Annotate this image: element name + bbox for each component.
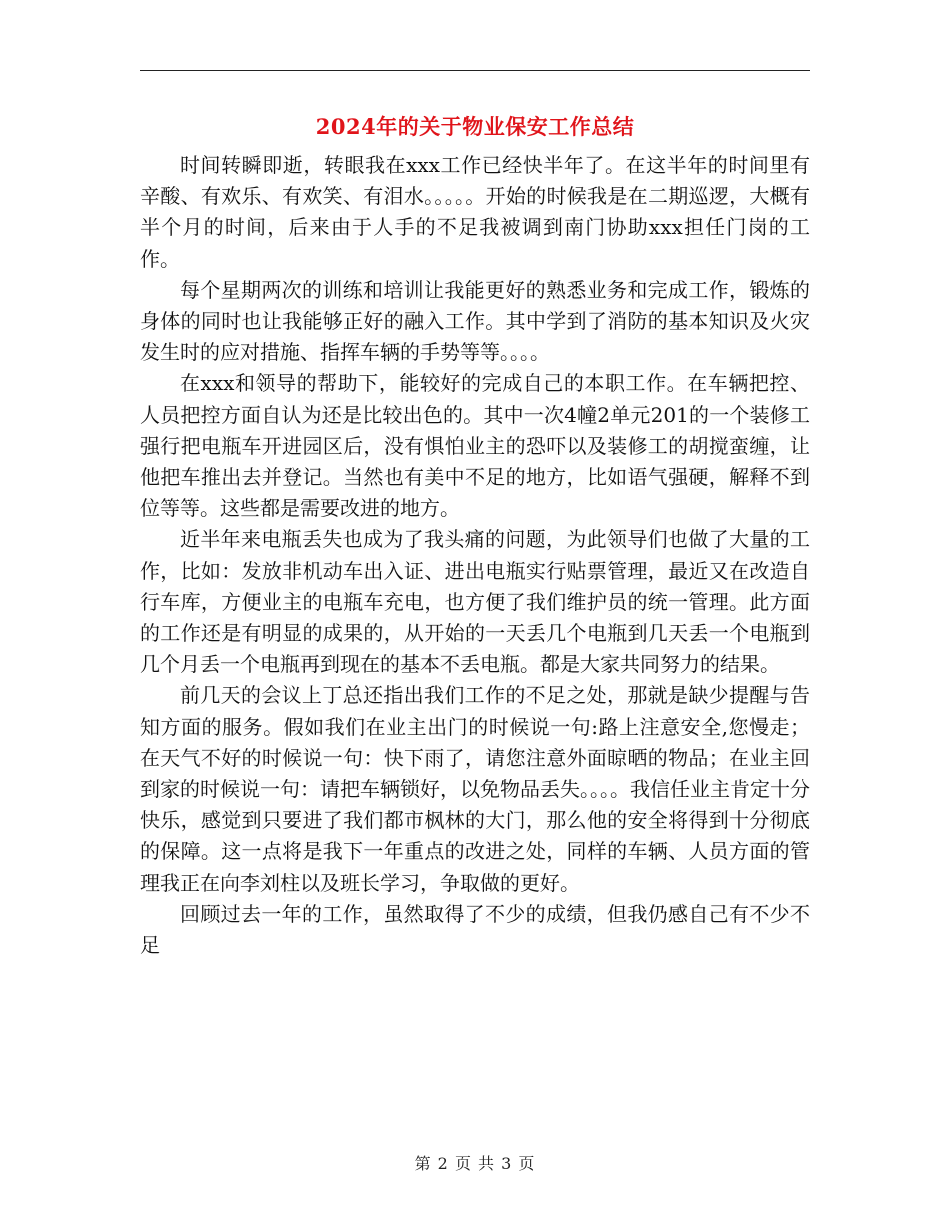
document-body: [140, 150, 810, 961]
document-title: 2024年的关于物业保安工作总结: [315, 114, 635, 139]
page-number-footer: 第 2 页 共 3 页: [414, 1154, 536, 1173]
paragraph-3: 在xxx和领导的帮助下，能较好的完成自己的本职工作。在车辆把控、人员把控方面自认为还是比较出色的。其中一次4幢2单元201的一个装修工强行把电瓶车开进园区后，没有惧怕业主的恐吓以及装修工的胡搅蛮缠，让他把车推出去并登记。当然也有美中不足的地方，比如语气强硬，解释不到位等等。这些都是需要改进的地方。: [140, 371, 810, 521]
header-rule: [140, 70, 810, 71]
paragraph-6: 回顾过去一年的工作，虽然取得了不少的成绩，但我仍感自己有不少不足: [140, 901, 810, 958]
paragraph-2: 每个星期两次的训练和培训让我能更好的熟悉业务和完成工作，锻炼的身体的同时也让我能够正好的融入工作。其中学到了消防的基本知识及火灾发生时的应对措施、指挥车辆的手势等等。。。。: [140, 277, 810, 365]
paragraph-4: 近半年来电瓶丢失也成为了我头痛的问题，为此领导们也做了大量的工作，比如：发放非机动车出入证、进出电瓶实行贴票管理，最近又在改造自行车库，方便业主的电瓶车充电，也方便了我们维护员的统一管理。此方面的工作还是有明显的成果的，从开始的一天丢几个电瓶到几天丢一个电瓶到几个月丢一个电瓶再到现在的基本不丢电瓶。都是大家共同努力的结果。: [140, 527, 810, 677]
paragraph-1: 时间转瞬即逝，转眼我在xxx工作已经快半年了。在这半年的时间里有辛酸、有欢乐、有欢笑、有泪水。。。。。开始的时候我是在二期巡逻，大概有半个月的时间，后来由于人手的不足我被调到南门协助xxx担任门岗的工作。: [140, 153, 810, 271]
paragraph-5: 前几天的会议上丁总还指出我们工作的不足之处，那就是缺少提醒与告知方面的服务。假如我们在业主出门的时候说一句:路上注意安全,您慢走；在天气不好的时候说一句：快下雨了，请您注意外面晾晒的物品；在业主回到家的时候说一句：请把车辆锁好，以免物品丢失。。。。我信任业主肯定十分快乐，感觉到只要进了我们都市枫林的大门，那么他的安全将得到十分彻底的保障。这一点将是我下一年重点的改进之处，同样的车辆、人员方面的管理我正在向李刘柱以及班长学习，争取做的更好。: [140, 683, 810, 895]
